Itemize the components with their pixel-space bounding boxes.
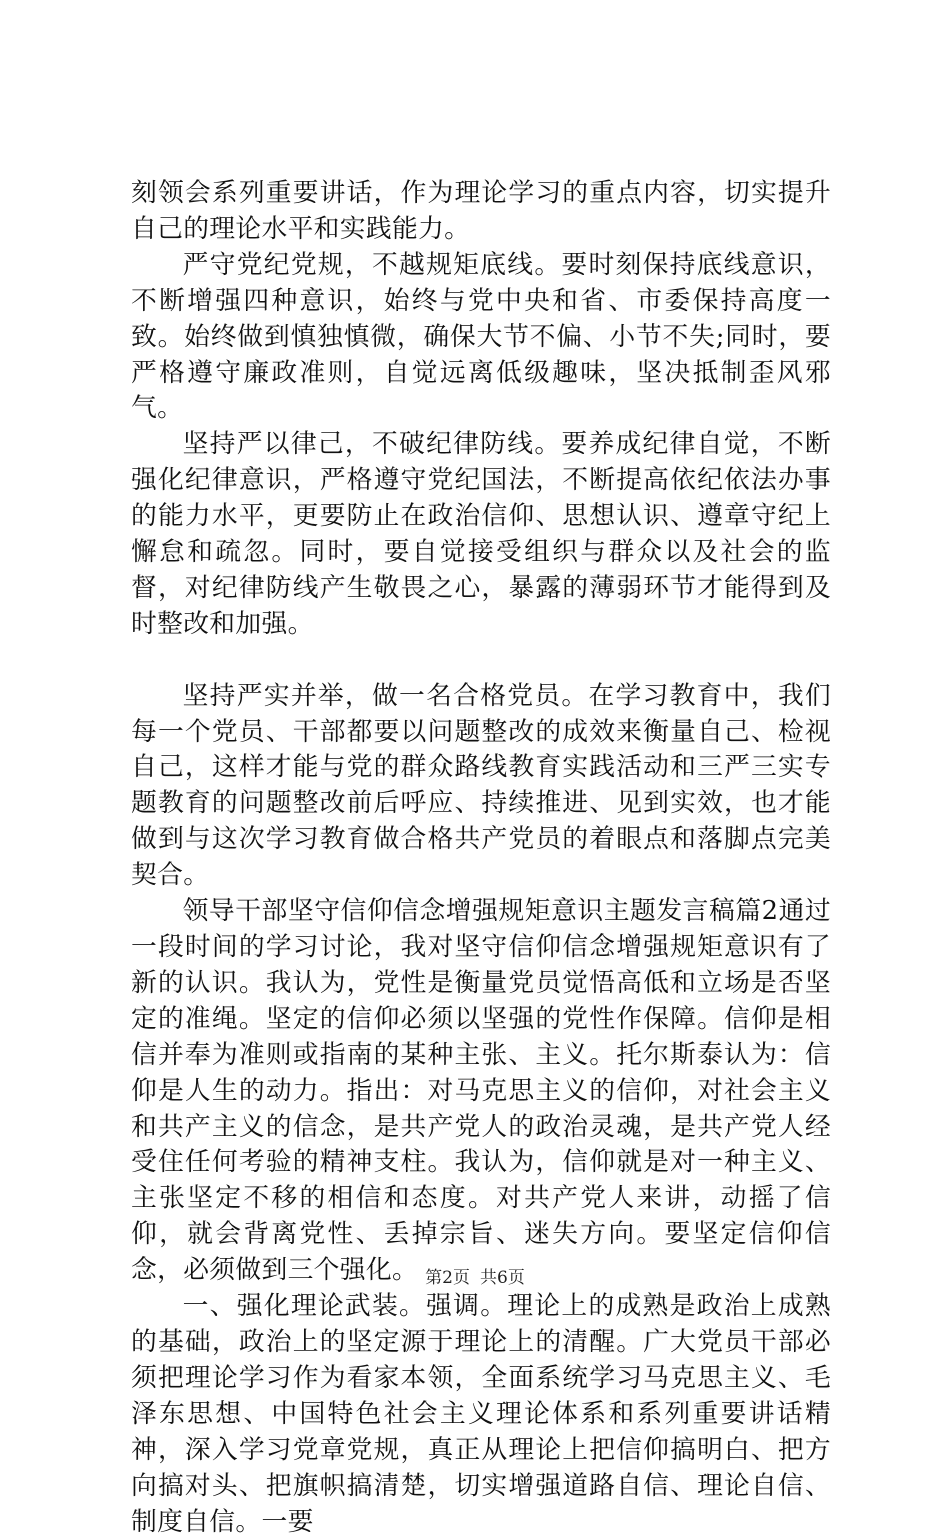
document-body — [131, 176, 831, 1540]
paragraph-6: 一、强化理论武装。强调。理论上的成熟是政治上成熟的基础，政治上的坚定源于理论上的清醒。广大党员干部必须把理论学习作为看家本领，全面系统学习马克思主义、毛泽东思想、中国特色社会主义理论体系和系列重要讲话精神，深入学习党章党规，真正从理论上把信仰搞明白、把方向搞对头、把旗帜搞清楚，切实增强道路自信、理论自信、制度自信。一要 — [131, 1291, 831, 1537]
page-number-total: 共6页 — [480, 1268, 525, 1288]
page-number-current: 第2页 — [425, 1268, 470, 1288]
paragraph-1: 刻领会系列重要讲话，作为理论学习的重点内容，切实提升自己的理论水平和实践能力。 — [131, 178, 831, 244]
paragraph-5: 领导干部坚守信仰信念增强规矩意识主题发言稿篇2通过一段时间的学习讨论，我对坚守信仰信念增强规矩意识有了新的认识。我认为，党性是衡量党员觉悟高低和立场是否坚定的准绳。坚定的信仰必须以坚强的党性作保障。信仰是相信并奉为准则或指南的某种主张、主义。托尔斯泰认为：信仰是人生的动力。指出：对马克思主义的信仰，对社会主义和共产主义的信念，是共产党人的政治灵魂，是共产党人经受住任何考验的精神支柱。我认为，信仰就是对一种主义、主张坚定不移的相信和态度。对共产党人来讲，动摇了信仰，就会背离党性、丢掉宗旨、迷失方向。要坚定信仰信念，必须做到三个强化。 — [131, 896, 831, 1286]
paragraph-3: 坚持严以律己，不破纪律防线。要养成纪律自觉，不断强化纪律意识，严格遵守党纪国法，不断提高依纪依法办事的能力水平，更要防止在政治信仰、思想认识、遵章守纪上懈怠和疏忽。同时，要自觉接受组织与群众以及社会的监督，对纪律防线产生敬畏之心，暴露的薄弱环节才能得到及时整改和加强。 — [131, 429, 831, 639]
paragraph-4: 坚持严实并举，做一名合格党员。在学习教育中，我们每一个党员、干部都要以问题整改的成效来衡量自己、检视自己，这样才能与党的群众路线教育实践活动和三严三实专题教育的问题整改前后呼应、持续推进、见到实效，也才能做到与这次学习教育做合格共产党员的着眼点和落脚点完美契合。 — [131, 680, 831, 891]
paragraph-2: 严守党纪党规，不越规矩底线。要时刻保持底线意识，不断增强四种意识，始终与党中央和省、市委保持高度一致。始终做到慎独慎微，确保大节不偏、小节不失;同时，要严格遵守廉政准则，自觉远离低级趣味，坚决抵制歪风邪气。 — [131, 249, 831, 424]
page-footer — [0, 1263, 950, 1288]
